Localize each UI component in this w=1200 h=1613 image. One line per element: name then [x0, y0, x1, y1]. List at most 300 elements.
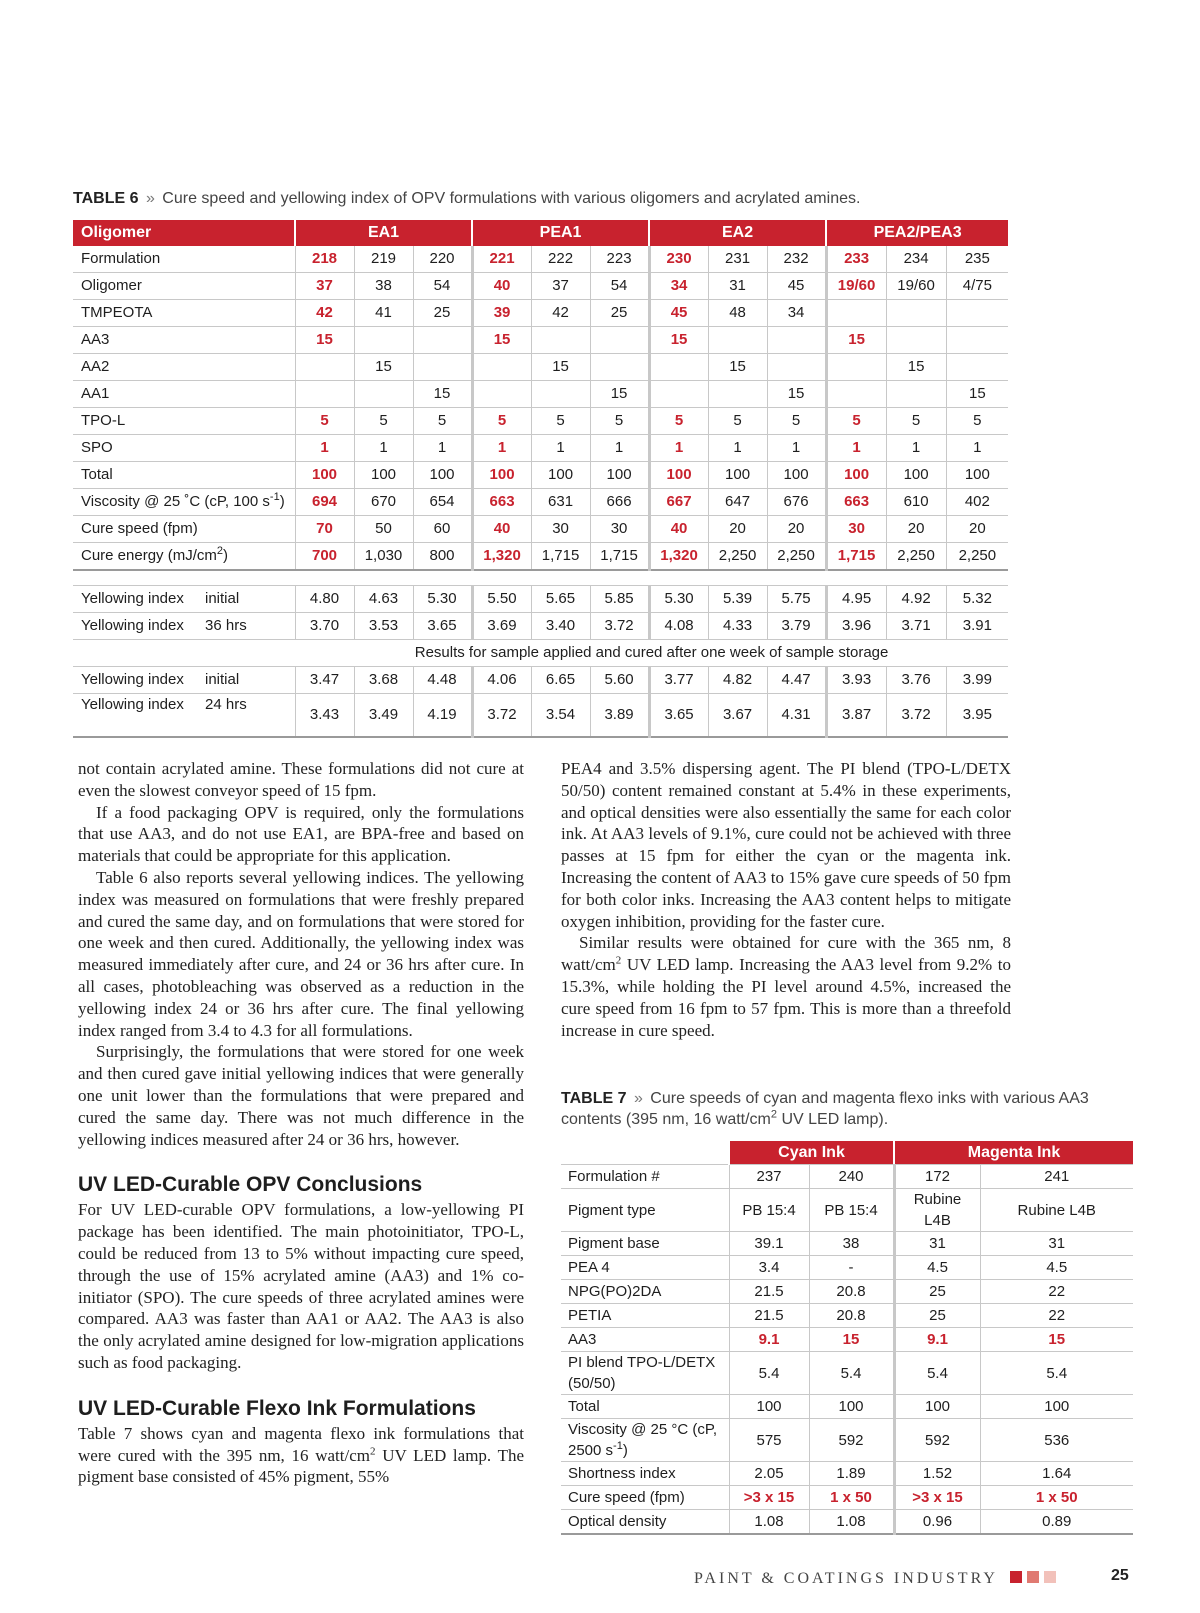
table-cell: 654 [413, 489, 472, 516]
table-cell: 9.1 [894, 1328, 980, 1352]
table-row [73, 694, 1008, 738]
table-cell: 15 [354, 354, 413, 381]
table-cell: 3.65 [649, 694, 708, 738]
table-cell: 3.65 [413, 613, 472, 640]
table-cell: 100 [295, 462, 354, 489]
table-cell: 15 [531, 354, 590, 381]
table-cell [590, 354, 649, 381]
table-cell [531, 327, 590, 354]
row-label: Yellowing index 24 hrs [73, 694, 295, 738]
table-cell: - [809, 1256, 894, 1280]
table-cell: 4.08 [649, 613, 708, 640]
table-cell [826, 381, 886, 408]
journal-name: PAINT & COATINGS INDUSTRY [694, 1570, 998, 1587]
table-cell: 4.47 [767, 667, 826, 694]
table-cell: 15 [413, 381, 472, 408]
table-cell: 3.71 [886, 613, 946, 640]
table-cell: 1 [649, 435, 708, 462]
row-label: Total [73, 462, 295, 489]
row-label: Formulation [73, 246, 295, 273]
table-cell [354, 381, 413, 408]
table-cell: 100 [767, 462, 826, 489]
table-cell: 1,715 [826, 543, 886, 571]
table-cell: 0.96 [894, 1510, 980, 1535]
table-cell: 100 [826, 462, 886, 489]
body-column-left [78, 758, 524, 1488]
table-cell: 15 [946, 381, 1008, 408]
table-cell: 38 [809, 1232, 894, 1256]
table-cell: 30 [531, 516, 590, 543]
table7-group-magenta: Magenta Ink [894, 1141, 1133, 1165]
chevron-right-icon: » [145, 190, 155, 207]
table6-group-pea1: PEA1 [472, 220, 649, 246]
table-cell: 230 [649, 246, 708, 273]
row-label: Cure speed (fpm) [561, 1486, 729, 1510]
table-cell: 223 [590, 246, 649, 273]
table-cell: 15 [826, 327, 886, 354]
table-cell: 1 [708, 435, 767, 462]
row-label: AA2 [73, 354, 295, 381]
table-row [73, 354, 1008, 381]
table-cell [886, 327, 946, 354]
spacer-cell [73, 570, 1008, 586]
table-cell: >3 x 15 [729, 1486, 809, 1510]
table-cell: 1 [472, 435, 531, 462]
table-cell: 666 [590, 489, 649, 516]
table-cell: 3.53 [354, 613, 413, 640]
table-cell: 41 [354, 300, 413, 327]
table-cell: 235 [946, 246, 1008, 273]
table-cell: 100 [590, 462, 649, 489]
table-cell: 1.08 [729, 1510, 809, 1535]
table-cell: 1.08 [809, 1510, 894, 1535]
table-cell: 5.39 [708, 586, 767, 613]
table-cell: 19/60 [826, 273, 886, 300]
row-label: Formulation # [561, 1165, 729, 1189]
table-cell: 22 [980, 1304, 1133, 1328]
table-cell: 1.64 [980, 1462, 1133, 1486]
table-cell: 38 [354, 273, 413, 300]
table-row [561, 1256, 1133, 1280]
table-cell: 5.65 [531, 586, 590, 613]
row-label: NPG(PO)2DA [561, 1280, 729, 1304]
table-cell: 30 [826, 516, 886, 543]
table-cell: 1 [295, 435, 354, 462]
table-cell: 31 [708, 273, 767, 300]
chevron-right-icon: » [633, 1090, 643, 1107]
table6-group-ea2: EA2 [649, 220, 826, 246]
table-cell: Rubine L4B [894, 1189, 980, 1232]
row-label: Pigment type [561, 1189, 729, 1232]
table-cell: 20 [946, 516, 1008, 543]
table-cell: 1 [354, 435, 413, 462]
table-cell: 234 [886, 246, 946, 273]
table7-label: TABLE 7 [561, 1090, 627, 1107]
table-cell: 402 [946, 489, 1008, 516]
row-label: SPO [73, 435, 295, 462]
table-cell: 31 [894, 1232, 980, 1256]
table6-label: TABLE 6 [73, 190, 139, 207]
table-cell: 1 [413, 435, 472, 462]
table-cell: 647 [708, 489, 767, 516]
row-label: Cure energy $(mJ/cm^2)$ [73, 543, 295, 571]
table-row [73, 408, 1008, 435]
table-cell: 15 [295, 327, 354, 354]
table6-header-oligomer: Oligomer [73, 220, 295, 246]
table-cell: 100 [354, 462, 413, 489]
row-label: Yellowing index initial [73, 667, 295, 694]
paragraph: Surprisingly, the formulations that were stored for one week and then cured gave initial yellowing indices that were generally one unit lower than the formulations that were prepared and cured the same day. There was not much difference in the yellowing indices measured after 24 or 36 hrs, however. [78, 1042, 524, 1149]
table-cell: 3.40 [531, 613, 590, 640]
table-cell: 5 [413, 408, 472, 435]
table-cell: 100 [894, 1395, 980, 1419]
table-cell: 4.5 [980, 1256, 1133, 1280]
table-cell: 592 [809, 1419, 894, 1462]
table-cell: 45 [767, 273, 826, 300]
table-cell: 5.30 [649, 586, 708, 613]
table-row [561, 1232, 1133, 1256]
table-cell: 5 [472, 408, 531, 435]
table-cell: 25 [413, 300, 472, 327]
table7 [561, 1141, 1133, 1535]
table-cell: 34 [767, 300, 826, 327]
table6-group-pea2-pea3: PEA2/PEA3 [826, 220, 1008, 246]
table-cell: 631 [531, 489, 590, 516]
table-cell: 3.69 [472, 613, 531, 640]
table-row [73, 543, 1008, 571]
table-cell: 536 [980, 1419, 1133, 1462]
table-cell: 9.1 [729, 1328, 809, 1352]
table-row [561, 1328, 1133, 1352]
table-cell: 232 [767, 246, 826, 273]
paragraph: Similar results were obtained for cure with the 365 nm, 8 watt/$cm^2$ UV LED lamp. Increasing the AA3 level from 9.2% to 15.3%, while holding the PI level around 4.5%, increased the cure speed from 16 fpm to 57 fpm. This is more than a threefold increase in cure speed. [561, 933, 1011, 1040]
table-row [561, 1462, 1133, 1486]
table6-header-row [73, 220, 1008, 246]
table-row [73, 586, 1008, 613]
table-cell: 4.63 [354, 586, 413, 613]
table-cell: 6.65 [531, 667, 590, 694]
table-cell: 100 [946, 462, 1008, 489]
row-label: AA3 [561, 1328, 729, 1352]
row-label: AA1 [73, 381, 295, 408]
table-cell: 1 [590, 435, 649, 462]
table-cell: 3.72 [472, 694, 531, 738]
table-cell: 15 [767, 381, 826, 408]
row-label: Yellowing index initial [73, 586, 295, 613]
table-cell: 39.1 [729, 1232, 809, 1256]
table-cell: 3.87 [826, 694, 886, 738]
table-cell: 39 [472, 300, 531, 327]
table-cell: 15 [649, 327, 708, 354]
table-cell: 3.93 [826, 667, 886, 694]
table-cell: 2.05 [729, 1462, 809, 1486]
table-cell: 25 [894, 1280, 980, 1304]
table-cell: 592 [894, 1419, 980, 1462]
table-cell: 20 [767, 516, 826, 543]
table-cell: 5 [946, 408, 1008, 435]
table-row [561, 1304, 1133, 1328]
square-icon [1010, 1571, 1022, 1583]
table-cell: 4.31 [767, 694, 826, 738]
table-cell [590, 327, 649, 354]
paragraph: not contain acrylated amine. These formulations did not cure at even the slowest conveyor speed of 15 fpm. [78, 759, 524, 800]
table-row [561, 1352, 1133, 1395]
square-icon [1027, 1571, 1039, 1583]
table-cell [886, 381, 946, 408]
table-cell: 4/75 [946, 273, 1008, 300]
row-label: Oligomer [73, 273, 295, 300]
table-cell [73, 640, 295, 667]
table-cell: 48 [708, 300, 767, 327]
table-cell: 3.91 [946, 613, 1008, 640]
table-cell: 3.95 [946, 694, 1008, 738]
table-row [73, 462, 1008, 489]
table-cell: 1,320 [649, 543, 708, 571]
table-cell: 663 [472, 489, 531, 516]
table-cell: 5.4 [809, 1352, 894, 1395]
table-cell: 676 [767, 489, 826, 516]
table7-header-row [561, 1141, 1133, 1165]
table-cell: 5 [886, 408, 946, 435]
table-cell: 1 [767, 435, 826, 462]
table-cell: 3.99 [946, 667, 1008, 694]
table-cell: 3.96 [826, 613, 886, 640]
table-cell: >3 x 15 [894, 1486, 980, 1510]
table-cell: 1,715 [590, 543, 649, 571]
table-row [73, 273, 1008, 300]
table-cell: 3.72 [886, 694, 946, 738]
table-cell: 5 [531, 408, 590, 435]
table-cell: 1,320 [472, 543, 531, 571]
paragraph: Table 6 also reports several yellowing indices. The yellowing index was measured on formulations that were freshly prepared and cured the same day, and on formulations that were stored for one week and then cured. Additionally, the yellowing index was measured immediately after cure, and 24 or 36 hrs after cure. In all cases, photobleaching was observed as a reduction in the yellowing index 24 or 36 hrs after cure. The final yellowing index ranged from 3.4 to 4.3 for all formulations. [78, 867, 524, 1040]
table-cell: 20.8 [809, 1304, 894, 1328]
table-cell: 1,030 [354, 543, 413, 571]
table-cell: 3.89 [590, 694, 649, 738]
square-icon [1044, 1571, 1056, 1583]
table-cell: 3.70 [295, 613, 354, 640]
table-cell: 4.48 [413, 667, 472, 694]
table-cell [472, 354, 531, 381]
section-heading: UV LED-Curable OPV Conclusions [78, 1173, 423, 1197]
table-cell [708, 327, 767, 354]
table-cell: 45 [649, 300, 708, 327]
table6-caption [73, 190, 860, 208]
table-cell: 5.4 [980, 1352, 1133, 1395]
table-cell: 3.49 [354, 694, 413, 738]
table-cell [472, 381, 531, 408]
table-cell: 4.5 [894, 1256, 980, 1280]
table-cell: 233 [826, 246, 886, 273]
row-label: Total [561, 1395, 729, 1419]
row-label: Pigment base [561, 1232, 729, 1256]
table-cell: 25 [894, 1304, 980, 1328]
table-cell [946, 300, 1008, 327]
row-label: PEA 4 [561, 1256, 729, 1280]
table-cell: 25 [590, 300, 649, 327]
table-cell: 34 [649, 273, 708, 300]
table-cell: 1.89 [809, 1462, 894, 1486]
row-label: Yellowing index 36 hrs [73, 613, 295, 640]
table-cell: 3.76 [886, 667, 946, 694]
table-cell: 4.80 [295, 586, 354, 613]
table-row [73, 667, 1008, 694]
table-cell: 3.43 [295, 694, 354, 738]
table-cell: 31 [980, 1232, 1133, 1256]
table-cell [413, 327, 472, 354]
table-cell: 5 [590, 408, 649, 435]
table-cell: 4.06 [472, 667, 531, 694]
table-row [561, 1280, 1133, 1304]
table-cell: 5.50 [472, 586, 531, 613]
table-cell: 241 [980, 1165, 1133, 1189]
table-row [561, 1486, 1133, 1510]
table-cell: 21.5 [729, 1304, 809, 1328]
storage-note: Results for sample applied and cured after one week of sample storage [295, 640, 1008, 667]
table-row [73, 246, 1008, 273]
table-cell: 15 [980, 1328, 1133, 1352]
table-cell: 42 [295, 300, 354, 327]
table-cell [413, 354, 472, 381]
table-cell: 40 [472, 273, 531, 300]
table-row [73, 327, 1008, 354]
section-heading: UV LED-Curable Flexo Ink Formulations [78, 1396, 476, 1420]
table-row [73, 613, 1008, 640]
row-label: Viscosity @ 25 °C (cP, 2500 $s^{-1}$) [561, 1419, 729, 1462]
table-cell: 5.4 [894, 1352, 980, 1395]
table-cell [886, 300, 946, 327]
table-cell: 100 [649, 462, 708, 489]
table-cell: 4.95 [826, 586, 886, 613]
table-row [73, 435, 1008, 462]
paragraph: For UV LED-curable OPV formulations, a low-yellowing PI package has been identified. The main photoinitiator, TPO-L, could be reduced from 13 to 5% without impacting cure speed, through the use of 15% acrylated amine (AA3) and 1% co-initiator (SPO). The cure speeds of three acrylated amines were compared. AA3 was faster than AA1 or AA2. The AA3 is also the only acrylated amine designed for low-migration applications such as food packaging. [78, 1200, 524, 1372]
table-cell: 1 [531, 435, 590, 462]
table-cell: 54 [590, 273, 649, 300]
table-cell [649, 354, 708, 381]
table-cell: 50 [354, 516, 413, 543]
table-cell: Rubine L4B [980, 1189, 1133, 1232]
table-cell: 2,250 [708, 543, 767, 571]
table-cell: 15 [708, 354, 767, 381]
table-cell: 1 x 50 [809, 1486, 894, 1510]
table-cell: 3.54 [531, 694, 590, 738]
table-row [73, 489, 1008, 516]
table-cell: 222 [531, 246, 590, 273]
table-cell: 21.5 [729, 1280, 809, 1304]
table-cell [826, 354, 886, 381]
table-cell: 5.30 [413, 586, 472, 613]
table-cell: 3.72 [590, 613, 649, 640]
table-cell: 667 [649, 489, 708, 516]
table-cell [946, 327, 1008, 354]
row-label: Shortness index [561, 1462, 729, 1486]
table-cell: 37 [295, 273, 354, 300]
table-row [73, 300, 1008, 327]
table-cell [946, 354, 1008, 381]
table-cell: 100 [886, 462, 946, 489]
table-cell: 54 [413, 273, 472, 300]
table-cell: 100 [729, 1395, 809, 1419]
table-cell: 4.82 [708, 667, 767, 694]
table7-header-blank [561, 1141, 729, 1165]
table-cell: 5.85 [590, 586, 649, 613]
table-cell: 15 [472, 327, 531, 354]
table-cell: 40 [649, 516, 708, 543]
table-cell: 663 [826, 489, 886, 516]
table-cell: 5 [649, 408, 708, 435]
table-cell: 610 [886, 489, 946, 516]
journal-footer [694, 1570, 1056, 1588]
table-cell: 5 [354, 408, 413, 435]
table-row [561, 1165, 1133, 1189]
table-cell: 4.92 [886, 586, 946, 613]
table-cell: 5.75 [767, 586, 826, 613]
table-cell: 221 [472, 246, 531, 273]
row-label: TPO-L [73, 408, 295, 435]
body-column-right [561, 758, 1011, 1041]
table-cell: 20.8 [809, 1280, 894, 1304]
table-cell: 1.52 [894, 1462, 980, 1486]
row-label: AA3 [73, 327, 295, 354]
table6 [73, 220, 1008, 738]
table-cell: 15 [590, 381, 649, 408]
table-row [561, 1510, 1133, 1535]
table-cell: 3.79 [767, 613, 826, 640]
table-cell [708, 381, 767, 408]
table-cell: 1 x 50 [980, 1486, 1133, 1510]
table-cell: 220 [413, 246, 472, 273]
table-cell: 20 [708, 516, 767, 543]
table-cell: 5.32 [946, 586, 1008, 613]
table-cell: 3.67 [708, 694, 767, 738]
table-cell: 37 [531, 273, 590, 300]
table-cell: 15 [886, 354, 946, 381]
row-label: PI blend TPO-L/DETX (50/50) [561, 1352, 729, 1395]
table-cell [295, 354, 354, 381]
table-cell: 1 [946, 435, 1008, 462]
table-cell: 700 [295, 543, 354, 571]
table-cell: 800 [413, 543, 472, 571]
table-cell [649, 381, 708, 408]
table-cell: 100 [531, 462, 590, 489]
table-cell: 575 [729, 1419, 809, 1462]
table6-group-ea1: EA1 [295, 220, 472, 246]
table-row [73, 516, 1008, 543]
row-label: Cure speed (fpm) [73, 516, 295, 543]
table-cell [295, 381, 354, 408]
table-cell [767, 354, 826, 381]
table-cell: 100 [708, 462, 767, 489]
row-label: PETIA [561, 1304, 729, 1328]
table-cell: 5 [295, 408, 354, 435]
table-cell: 42 [531, 300, 590, 327]
table7-group-cyan: Cyan Ink [729, 1141, 894, 1165]
row-label: Viscosity @ 25 ˚C (cP, 100 $s^{-1}$) [73, 489, 295, 516]
table-cell: 237 [729, 1165, 809, 1189]
table-cell: 100 [980, 1395, 1133, 1419]
table-cell: 100 [809, 1395, 894, 1419]
table-cell [826, 300, 886, 327]
table-cell: 2,250 [946, 543, 1008, 571]
table-row [561, 1419, 1133, 1462]
row-label: Optical density [561, 1510, 729, 1535]
table-spacer [73, 570, 1008, 586]
table7-caption [561, 1088, 1141, 1130]
table-cell [354, 327, 413, 354]
table-row [561, 1189, 1133, 1232]
table-cell: 670 [354, 489, 413, 516]
table-cell: 19/60 [886, 273, 946, 300]
table-cell: 100 [472, 462, 531, 489]
